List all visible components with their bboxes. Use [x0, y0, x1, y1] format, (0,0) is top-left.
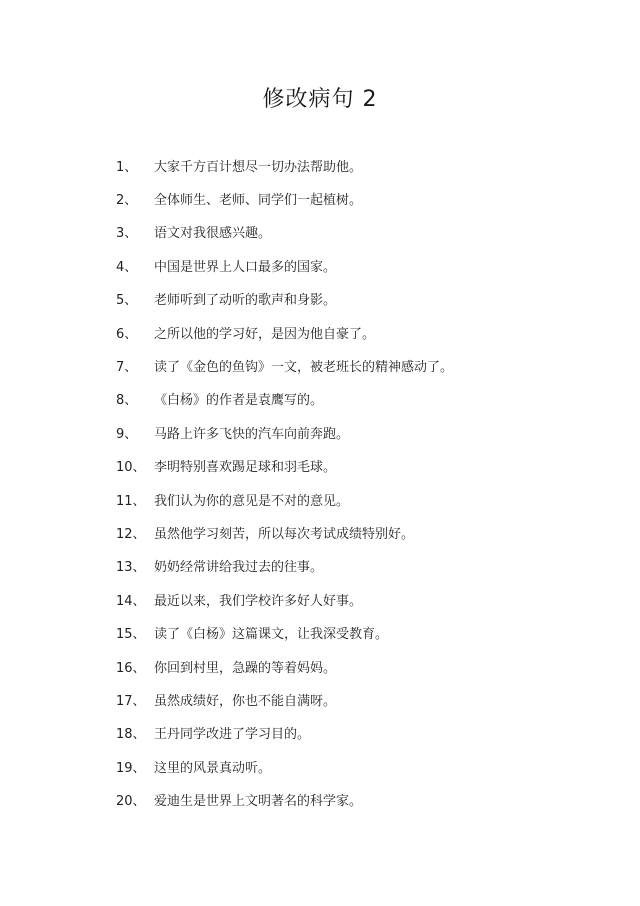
item-sentence: 最近以来，我们学校许多好人好事。	[154, 593, 363, 609]
item-sentence: 中国是世界上人口最多的国家。	[154, 259, 337, 275]
item-number: 5、	[116, 293, 138, 309]
list-item	[0, 285, 640, 318]
list-item	[0, 485, 640, 518]
page-title: 修改病句 2	[262, 87, 378, 112]
item-number: 16、	[116, 660, 146, 676]
list-item	[0, 251, 640, 284]
item-sentence: 大家千方百计想尽一切办法帮助他。	[154, 159, 363, 175]
item-number: 4、	[116, 259, 138, 275]
list-item	[0, 785, 640, 818]
item-sentence: 读了《金色的鱼钩》一文，被老班长的精神感动了。	[154, 360, 454, 376]
list-item	[0, 318, 640, 351]
list-item	[0, 552, 640, 585]
item-sentence: 语文对我很感兴趣。	[154, 226, 272, 242]
item-sentence: 之所以他的学习好，是因为他自豪了。	[154, 326, 376, 342]
item-number: 3、	[116, 226, 138, 242]
item-number: 19、	[116, 760, 146, 776]
item-number: 11、	[116, 493, 146, 509]
item-number: 18、	[116, 727, 146, 743]
item-sentence: 这里的风景真动听。	[154, 760, 272, 776]
list-item	[0, 218, 640, 251]
list-item	[0, 184, 640, 217]
item-sentence: 马路上许多飞快的汽车向前奔跑。	[154, 426, 350, 442]
item-sentence: 全体师生、老师、同学们一起植树。	[154, 193, 363, 209]
item-number: 9、	[116, 426, 138, 442]
list-item	[0, 351, 640, 384]
item-sentence: 《白杨》的作者是袁鹰写的。	[154, 393, 324, 409]
item-sentence: 虽然他学习刻苦，所以每次考试成绩特别好。	[154, 526, 415, 542]
item-number: 15、	[116, 627, 146, 643]
list-item	[0, 452, 640, 485]
item-sentence: 虽然成绩好，你也不能自满呀。	[154, 693, 337, 709]
list-item	[0, 752, 640, 785]
item-sentence: 我们认为你的意见是不对的意见。	[154, 493, 350, 509]
item-sentence: 王丹同学改进了学习目的。	[154, 727, 311, 743]
item-number: 1、	[116, 159, 138, 175]
list-item	[0, 385, 640, 418]
item-sentence: 你回到村里，急躁的等着妈妈。	[154, 660, 337, 676]
item-number: 6、	[116, 326, 138, 342]
item-number: 14、	[116, 593, 146, 609]
item-sentence: 爱迪生是世界上文明著名的科学家。	[154, 794, 363, 810]
item-number: 7、	[116, 360, 138, 376]
item-number: 13、	[116, 560, 146, 576]
item-number: 12、	[116, 526, 146, 542]
sentence-list	[0, 151, 640, 819]
item-sentence: 李明特别喜欢踢足球和羽毛球。	[154, 460, 337, 476]
list-item	[0, 618, 640, 651]
list-item	[0, 151, 640, 184]
item-number: 2、	[116, 193, 138, 209]
list-item	[0, 518, 640, 551]
item-number: 20、	[116, 794, 146, 810]
item-sentence: 读了《白杨》这篇课文，让我深受教育。	[154, 627, 389, 643]
item-number: 17、	[116, 693, 146, 709]
list-item	[0, 719, 640, 752]
list-item	[0, 585, 640, 618]
item-number: 10、	[116, 460, 146, 476]
item-sentence: 奶奶经常讲给我过去的往事。	[154, 560, 324, 576]
list-item	[0, 652, 640, 685]
list-item	[0, 685, 640, 718]
list-item	[0, 418, 640, 451]
item-number: 8、	[116, 393, 138, 409]
item-sentence: 老师听到了动听的歌声和身影。	[154, 293, 337, 309]
